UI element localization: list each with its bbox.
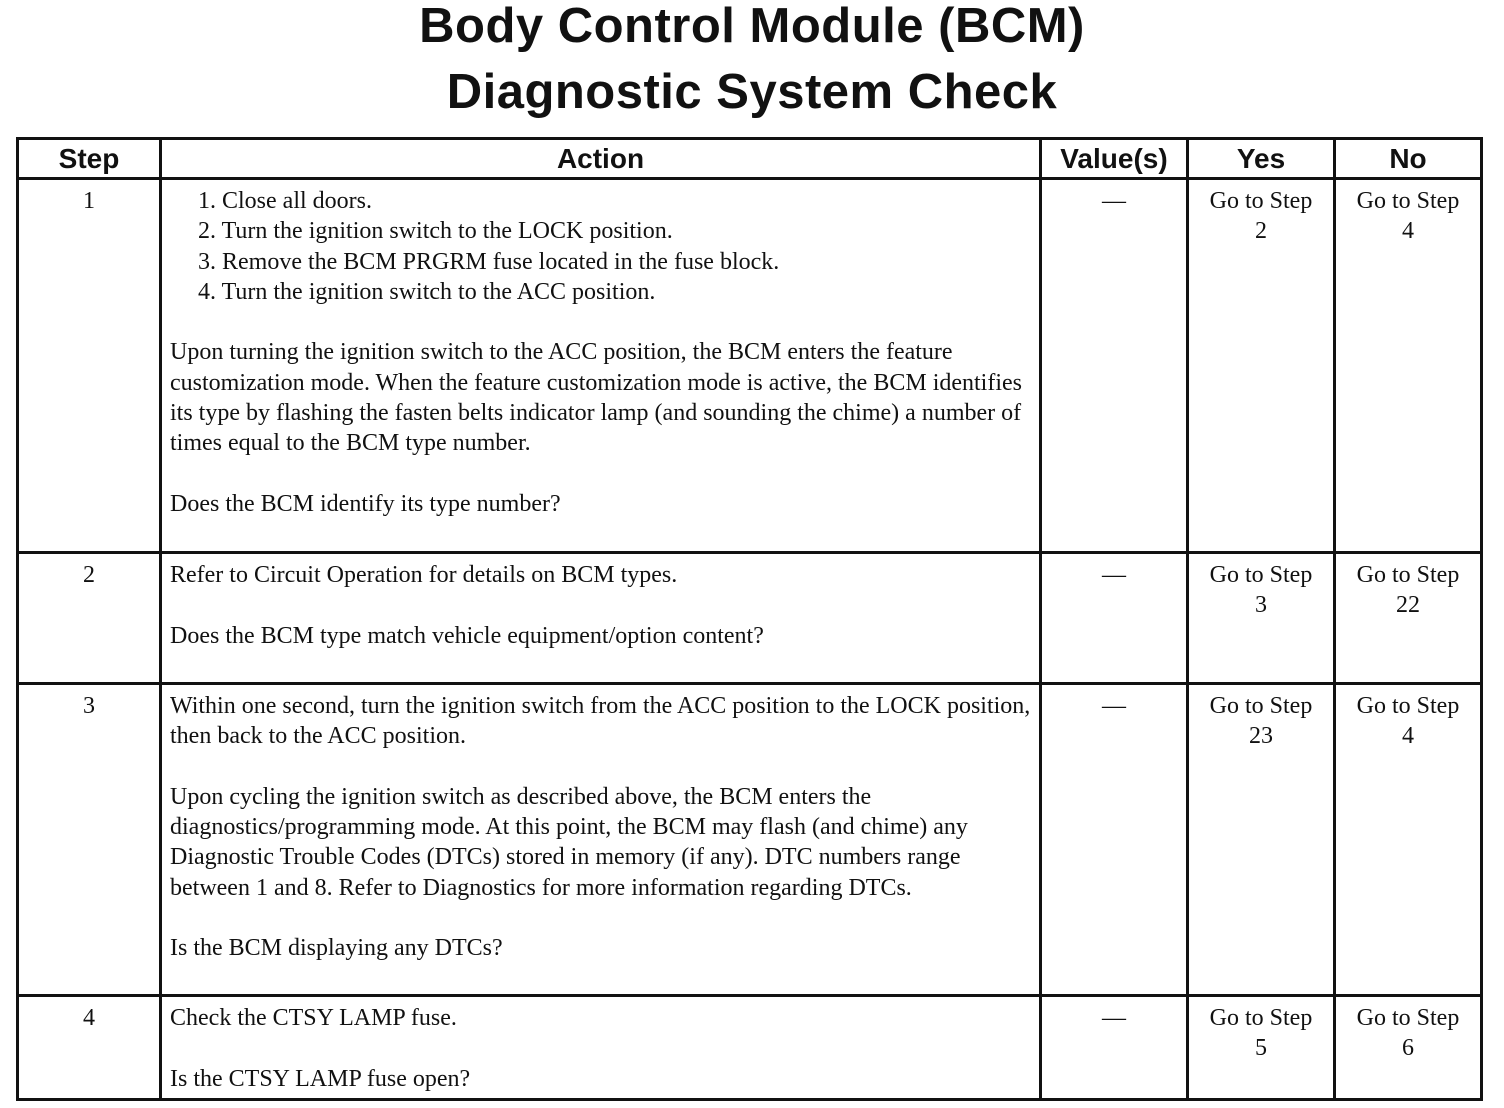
yes-step: 5 [1255,1035,1267,1062]
no-step: 6 [1402,1035,1414,1062]
yes-label: Go to Step [1209,188,1313,214]
yes-step: 23 [1249,723,1273,750]
no-label: Go to Step [1356,188,1460,214]
value-cell: — [1041,996,1188,1100]
action-note: Upon turning the ignition switch to the ACC position, the BCM enters the feature customization mode. When the feature customization mode is active, the BCM identifies its type by flashing the fasten belts indicator lamp (and sounding the chime) a number of times equal to the BCM type number. [170,339,1022,457]
header-step: Step [18,139,161,179]
no-step: 4 [1402,218,1414,245]
no-cell [1335,996,1482,1100]
diagnostic-table [16,137,1483,1101]
step-number: 3 [18,684,161,996]
action-instruction: Check the CTSY LAMP fuse. [170,1005,457,1031]
header-row [18,139,1482,179]
yes-step: 2 [1255,218,1267,245]
no-label: Go to Step [1356,693,1460,719]
yes-cell [1188,996,1335,1100]
yes-step: 3 [1255,592,1267,619]
list-item: 1. Close all doors. [198,188,372,214]
list-item: 2. Turn the ignition switch to the LOCK position. [198,218,673,245]
table-row [18,684,1482,996]
value-cell: — [1041,684,1188,996]
header-no: No [1335,139,1482,179]
action-question: Does the BCM type match vehicle equipment/option content? [170,622,764,649]
action-question: Is the CTSY LAMP fuse open? [170,1065,471,1092]
yes-cell [1188,553,1335,684]
header-values: Value(s) [1041,139,1188,179]
action-instruction: Within one second, turn the ignition switch from the ACC position to the LOCK position, then back to the ACC position. [170,693,1031,750]
step-number: 4 [18,996,161,1100]
instruction-list [170,186,1031,307]
yes-label: Go to Step [1209,562,1313,588]
header-yes: Yes [1188,139,1335,179]
page-subtitle: Diagnostic System Check [446,65,1058,119]
no-step: 4 [1402,723,1414,750]
table-row [18,179,1482,553]
action-cell [161,179,1041,553]
value-cell: — [1041,553,1188,684]
yes-cell [1188,684,1335,996]
action-note: Upon cycling the ignition switch as described above, the BCM enters the diagnostics/programming mode. At this point, the BCM may flash (and chime) any Diagnostic Trouble Codes (DTCs) stored in memory (if any). DTC numbers range between 1 and 8. Refer to Diagnostics for more information regarding DTCs. [170,783,968,901]
no-label: Go to Step [1356,562,1460,588]
action-cell [161,996,1041,1100]
yes-label: Go to Step [1209,693,1313,719]
page-title: Body Control Module (BCM) [419,0,1085,53]
list-item: 3. Remove the BCM PRGRM fuse located in the fuse block. [198,248,780,275]
action-question: Is the BCM displaying any DTCs? [170,935,503,962]
no-label: Go to Step [1356,1005,1460,1031]
action-cell [161,684,1041,996]
no-cell [1335,553,1482,684]
action-question: Does the BCM identify its type number? [170,490,561,517]
list-item: 4. Turn the ignition switch to the ACC position. [198,278,656,305]
action-instruction: Refer to Circuit Operation for details on BCM types. [170,562,678,588]
no-cell [1335,179,1482,553]
yes-label: Go to Step [1209,1005,1313,1031]
yes-cell [1188,179,1335,553]
no-step: 22 [1396,592,1420,619]
action-cell [161,553,1041,684]
table-row [18,996,1482,1100]
step-number: 1 [18,179,161,553]
no-cell [1335,684,1482,996]
step-number: 2 [18,553,161,684]
table-row [18,553,1482,684]
value-cell: — [1041,179,1188,553]
header-action: Action [161,139,1041,179]
